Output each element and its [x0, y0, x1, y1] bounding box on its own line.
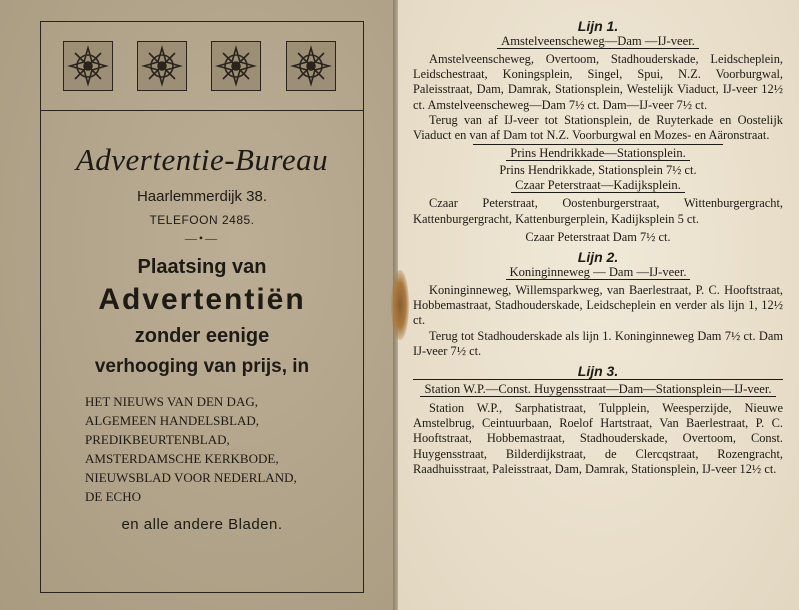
other-papers-line: en alle andere Bladen. [121, 516, 283, 533]
lijn1-stops: Amstelveenscheweg, Overtoom, Stadhouderskade, Leidscheplein, Leidschestraat, Koningsplein, Singel, Spui, N.Z. Voorburgwal, Paleisstraat, Dam, Damrak, Stationsplein, Westelijk Viaduct, IJ-veer 12½ ct. Amstelveenscheweg—Dam 7½ ct. Dam—IJ-veer 7½ ct. [413, 52, 783, 112]
bureau-address: Haarlemmerdijk 38. [136, 188, 268, 205]
lijn1-route2-heading [413, 146, 783, 161]
lijn1-route3-fare: Czaar Peterstraat Dam 7½ ct. [525, 229, 671, 244]
zonder-line: zonder eenige [134, 325, 270, 347]
lijn3-route: Station W.P.—Const. Huygensstraat—Dam—Stationsplein—IJ-veer. [420, 382, 775, 397]
ornamental-divider: —•— [184, 231, 220, 245]
newspaper-item: DE ECHO [85, 489, 141, 504]
lijn1-route3: Czaar Peterstraat—Kadijksplein. [511, 178, 685, 193]
ornament-star-icon [137, 41, 187, 91]
lijn3-stops: Station W.P., Sarphatistraat, Tulpplein, Weesperzijde, Nieuwe Amstelbrug, Ceintuurbaan, Roelof Hartstraat, Van Baerlestraat, P. C. Hooftstraat, Hobbemastraat, Stadhouderskade, Overtoom, Const. Huygensstraat, Bilderdijkstraat, de Clercqstraat, Rozengracht, Raadhuisstraat, Paleisstraat, Dam, Damrak, Stationsplein, IJ-veer 12½ ct. [413, 401, 783, 476]
tram-routes [413, 16, 783, 477]
newspaper-item: ALGEMEEN HANDELSBLAD, [85, 413, 260, 428]
lijn2-route: Koninginneweg — Dam —IJ-veer. [506, 265, 691, 280]
newspaper-item: PREDIKBEURTENBLAD, [85, 432, 230, 447]
lijn1-route3-heading [413, 178, 783, 193]
lijn1-route2-text: Prins Hendrikkade, Stationsplein 7½ ct. [499, 163, 697, 178]
newspaper-list [85, 392, 363, 506]
ornament-star-icon [211, 41, 261, 91]
advertisement-frame [40, 21, 364, 593]
newspaper-item: AMSTERDAMSCHE KERKBODE, [85, 451, 279, 466]
lijn1-route: Amstelveenscheweg—Dam —IJ-veer. [497, 34, 699, 49]
lijn1-route3-stops: Czaar Peterstraat, Oostenburgerstraat, Wittenburgergracht, Kattenburgergracht, Kattenburgerplein, Kadijksplein 5 ct. [413, 196, 783, 226]
plaatsing-heading: Plaatsing van [137, 256, 267, 278]
lijn2-title: Lijn 2. [577, 249, 619, 266]
advertisement-content [41, 112, 363, 533]
lijn2-return: Terug tot Stadhouderskade als lijn 1. Koninginneweg Dam 7½ ct. Dam IJ-veer 7½ ct. [413, 328, 783, 358]
paper-stain [391, 270, 409, 340]
verhoging-line: verhooging van prijs, in [94, 356, 310, 377]
bureau-telephone: TELEFOON 2485. [149, 213, 255, 227]
lijn3-title: Lijn 3. [577, 363, 619, 380]
rule-line [473, 144, 723, 145]
left-page [0, 0, 398, 610]
lijn1-return: Terug van af IJ-veer tot Stationsplein, de Ruyterkade en Oostelijk Viaduct en van af Dam tot N.Z. Voorburgwal en Mozes- en Aäronstraat. [413, 112, 783, 143]
lijn1-title: Lijn 1. [577, 18, 619, 34]
bureau-name: Advertentie-Bureau [75, 142, 329, 177]
newspaper-item: HET NIEUWS VAN DEN DAG, [85, 394, 258, 409]
advertentien-heading: Advertentiën [98, 283, 306, 316]
ornament-star-icon [286, 41, 336, 91]
lijn1-route2: Prins Hendrikkade—Stationsplein. [506, 146, 690, 161]
right-page [398, 0, 799, 610]
ornament-row [41, 22, 363, 111]
newspaper-item: NIEUWSBLAD VOOR NEDERLAND, [85, 470, 297, 485]
lijn2-stops: Koninginneweg, Willemsparkweg, van Baerlestraat, P. C. Hooftstraat, Hobbemastraat, Stadhouderskade, Leidscheplein en verder als lijn 1, 12½ ct. [413, 283, 783, 328]
lijn1-route-heading [413, 34, 783, 49]
lijn2-route-heading [413, 265, 783, 280]
ornament-star-icon [63, 41, 113, 91]
lijn3-route-heading [413, 379, 783, 397]
